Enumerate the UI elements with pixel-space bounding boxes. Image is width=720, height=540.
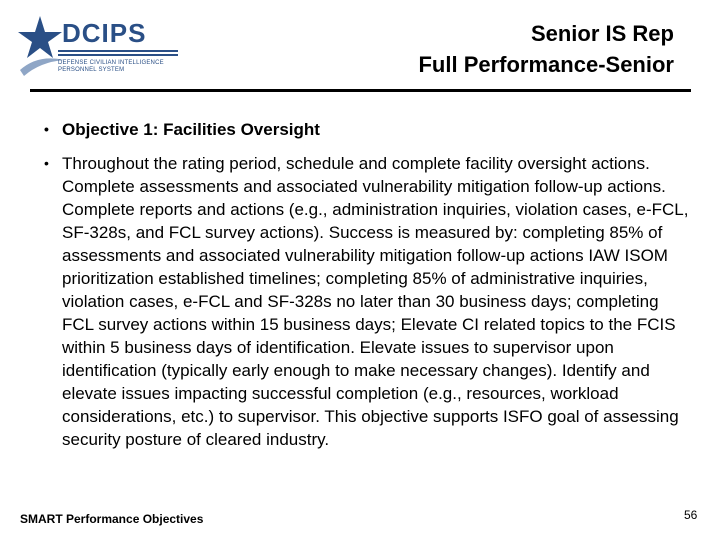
bullet-item xyxy=(44,118,694,141)
dcips-logo xyxy=(18,14,178,78)
logo-wordmark: DCIPS xyxy=(62,18,147,48)
title-line-2: Full Performance-Senior xyxy=(418,52,674,77)
logo-subtext xyxy=(58,60,178,74)
bullet-text: Throughout the rating period, schedule and complete facility oversight actions. Complete assessments and associated vulnerability mitigation follow-up actions. Complete reports and actions (e.g., administration inquiries, violation cases, e-FCL, SF-328s, and FCL survey actions). Success is measured by: completing 85% of assessments and associated vulnerability mitigation follow-up actions IAW ISOM prioritization established timelines; completing 85% of administrative inquiries, violation cases, e-FCL and SF-328s no later than 30 business days; completing FCL survey actions within 15 business days; Elevate CI related topics to the FCIS within 5 business days of identification. Elevate issues to supervisor upon identification (typically early enough to make necessary changes). Identify and elevate issues impacting successful completion (e.g., resources, workload considerations, etc.) to supervisor. This objective supports ISFO goal of assessing security posture of cleared industry. xyxy=(62,154,689,449)
bullet-dot-icon: • xyxy=(44,155,49,171)
page-number: 56 xyxy=(684,508,698,522)
logo-subtext-line1: DEFENSE CIVILIAN INTELLIGENCE xyxy=(58,60,164,66)
slide-title xyxy=(418,18,674,80)
footer-label: SMART Performance Objectives xyxy=(20,512,204,526)
bullet-list xyxy=(44,118,694,451)
logo-subtext-line2: PERSONNEL SYSTEM xyxy=(58,67,125,73)
bullet-dot-icon: • xyxy=(44,121,49,137)
title-divider xyxy=(30,89,691,92)
bullet-item xyxy=(44,152,694,451)
bullet-text: Objective 1: Facilities Oversight xyxy=(62,120,320,139)
logo-underline xyxy=(58,50,178,58)
title-line-1: Senior IS Rep xyxy=(530,21,674,46)
